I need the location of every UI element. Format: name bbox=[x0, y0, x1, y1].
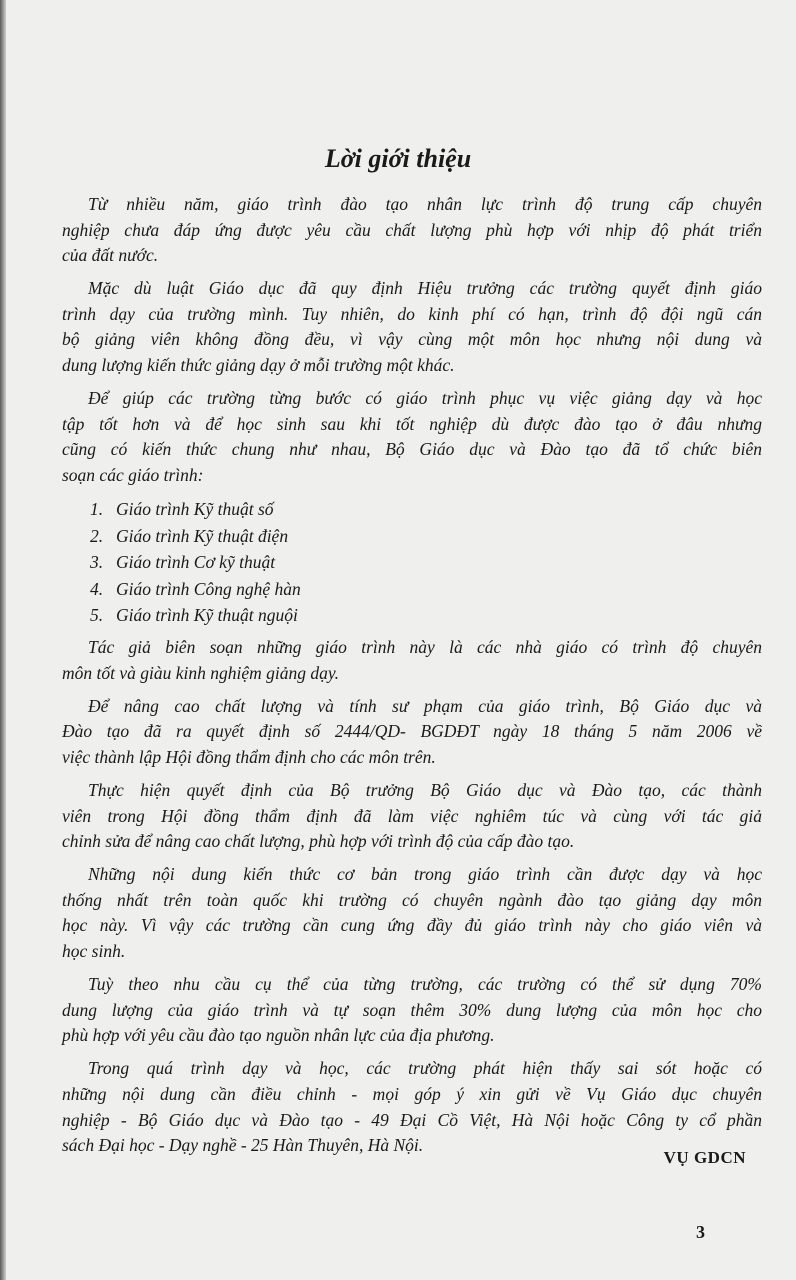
list-item bbox=[62, 576, 762, 603]
paragraph-line: tập tốt hơn và để học sinh sau khi tốt nghiệp dù được đào tạo ở đâu nhưng bbox=[62, 413, 762, 434]
paragraph-line: nghiệp - Bộ Giáo dục và Đào tạo - 49 Đại Cồ Việt, Hà Nội hoặc Công ty cổ phần bbox=[62, 1109, 762, 1130]
list-item-text: Giáo trình Công nghệ hàn bbox=[116, 578, 301, 599]
paragraph-line: Mặc dù luật Giáo dục đã quy định Hiệu trưởng các trường quyết định giáo bbox=[88, 278, 762, 299]
paragraph-line: nghiệp chưa đáp ứng được yêu cầu chất lượng phù hợp với nhịp độ phát triển bbox=[62, 219, 762, 240]
paragraph-line: Đào tạo đã ra quyết định số 2444/QD- BGDĐT ngày 18 tháng 5 năm 2006 về bbox=[62, 721, 762, 742]
paragraph-line: chỉnh sửa để nâng cao chất lượng, phù hợp với trình độ của cấp đào tạo. bbox=[62, 831, 575, 852]
list-item-number: 3. bbox=[90, 552, 104, 573]
paragraph bbox=[62, 694, 762, 771]
page-number: 3 bbox=[696, 1222, 705, 1242]
paragraph-line: dung lượng của giáo trình và tự soạn thêm 30% dung lượng của môn học cho bbox=[62, 999, 762, 1020]
paragraph-line: việc thành lập Hội đồng thẩm định cho các môn trên. bbox=[62, 746, 436, 767]
paragraph bbox=[62, 778, 762, 855]
page-title: Lời giới thiệu bbox=[324, 144, 472, 173]
paragraphs-before-list bbox=[62, 192, 762, 489]
list-item-number: 1. bbox=[90, 499, 104, 520]
paragraph-line: Những nội dung kiến thức cơ bản trong giáo trình cần được dạy và học bbox=[88, 864, 762, 885]
paragraph-line: viên trong Hội đồng thẩm định đã làm việc nghiêm túc và cùng với tác giả bbox=[62, 805, 762, 826]
paragraph-line: soạn các giáo trình: bbox=[62, 464, 204, 485]
signature: VỤ GDCN bbox=[663, 1148, 746, 1167]
list-item bbox=[62, 549, 762, 576]
list-item-text: Giáo trình Cơ kỹ thuật bbox=[116, 552, 276, 573]
list-item-number: 5. bbox=[90, 605, 104, 626]
paragraph-line: Tuỳ theo nhu cầu cụ thể của từng trường, các trường có thể sử dụng 70% bbox=[88, 974, 762, 995]
paragraph-line: bộ giảng viên không đồng đều, vì vậy cùng một môn học nhưng nội dung và bbox=[62, 329, 762, 350]
paragraphs-after-list bbox=[62, 635, 762, 1159]
paragraph bbox=[62, 862, 762, 964]
paragraph bbox=[62, 1056, 762, 1158]
paragraph bbox=[62, 192, 762, 269]
list-item-text: Giáo trình Kỹ thuật số bbox=[116, 499, 274, 520]
list-item bbox=[62, 523, 762, 550]
paragraph bbox=[62, 276, 762, 378]
paragraph-line: của đất nước. bbox=[62, 245, 159, 266]
paragraph-line: sách Đại học - Dạy nghề - 25 Hàn Thuyên, Hà Nội. bbox=[62, 1135, 424, 1156]
paragraph-line: Để nâng cao chất lượng và tính sư phạm của giáo trình, Bộ Giáo dục và bbox=[88, 695, 762, 716]
paragraph-line: những nội dung cần điều chỉnh - mọi góp ý xin gửi về Vụ Giáo dục chuyên bbox=[62, 1084, 762, 1104]
textbook-list bbox=[62, 496, 762, 629]
paragraph-line: Thực hiện quyết định của Bộ trưởng Bộ Giáo dục và Đào tạo, các thành bbox=[88, 779, 762, 800]
paragraph-line: Để giúp các trường từng bước có giáo trình phục vụ việc giảng dạy và học bbox=[88, 388, 762, 409]
paragraph-line: học này. Vì vậy các trường cần cung ứng đầy đủ giáo trình này cho giáo viên và bbox=[62, 915, 762, 936]
paragraph-line: phù hợp với yêu cầu đào tạo nguồn nhân lực của địa phương. bbox=[62, 1025, 495, 1046]
paragraph bbox=[62, 635, 762, 686]
paragraph-line: Từ nhiều năm, giáo trình đào tạo nhân lực trình độ trung cấp chuyên bbox=[88, 194, 762, 214]
paragraph bbox=[62, 972, 762, 1049]
list-item-number: 4. bbox=[90, 578, 104, 599]
paragraph-line: Trong quá trình dạy và học, các trường phát hiện thấy sai sót hoặc có bbox=[88, 1058, 762, 1079]
document-body bbox=[62, 192, 762, 1166]
paragraph-line: học sinh. bbox=[62, 941, 126, 962]
paragraph bbox=[62, 386, 762, 488]
paragraph-line: Tác giả biên soạn những giáo trình này là các nhà giáo có trình độ chuyên bbox=[88, 637, 762, 657]
list-item-text: Giáo trình Kỹ thuật nguội bbox=[116, 605, 298, 626]
list-item bbox=[62, 496, 762, 523]
paragraph-line: môn tốt và giàu kinh nghiệm giảng dạy. bbox=[62, 662, 340, 683]
list-item-number: 2. bbox=[90, 525, 104, 546]
paragraph-line: thống nhất trên toàn quốc khi trường có chuyên ngành đào tạo giảng dạy môn bbox=[62, 889, 762, 910]
paragraph-line: dung lượng kiến thức giảng dạy ở mỗi trường một khác. bbox=[62, 355, 455, 376]
paragraph-line: trình dạy của trường mình. Tuy nhiên, do kinh phí có hạn, trình độ đội ngũ cán bbox=[62, 303, 762, 324]
book-spine-shadow bbox=[0, 0, 6, 1280]
list-item bbox=[62, 602, 762, 629]
list-item-text: Giáo trình Kỹ thuật điện bbox=[116, 525, 289, 546]
paragraph-line: cũng có kiến thức chung như nhau, Bộ Giáo dục và Đào tạo đã tổ chức biên bbox=[62, 439, 762, 460]
